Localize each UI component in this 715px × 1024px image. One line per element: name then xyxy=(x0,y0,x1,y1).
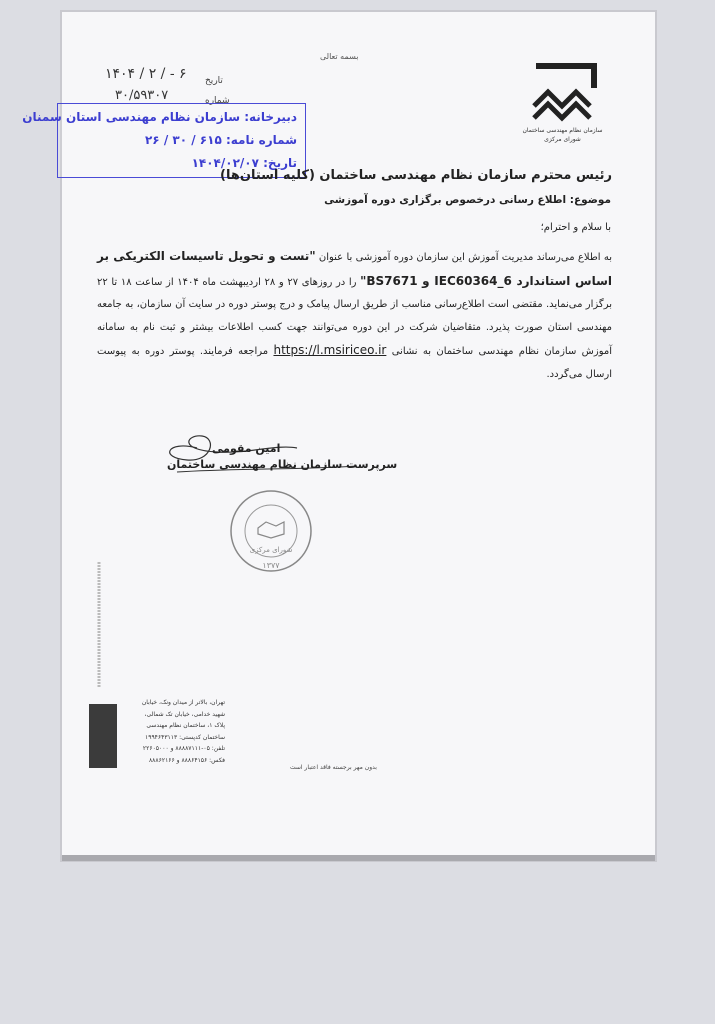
logo-caption-line: سازمان نظام مهندسی ساختمان xyxy=(522,127,603,134)
logo-caption-line: شورای مرکزی xyxy=(544,136,581,143)
course-title: "تست و تحویل تاسیسات الکتریکی بر اساس استاندارد IEC60364_6 و BS7671" xyxy=(97,249,613,288)
stamp-line-date: تاریخ: ۱۴۰۴/۰۲/۰۷ xyxy=(191,156,297,170)
header-top-text: بسمه تعالی xyxy=(320,52,359,61)
letter-subject: موضوع: اطلاع رسانی درخصوص برگزاری دوره آموزشی xyxy=(324,194,611,206)
handwritten-signature xyxy=(157,430,362,480)
address-line: تلفن: ۰۵-۸۸۸۸۷۱۱۱ و ۲۲۶۰۵۰۰۰ xyxy=(142,745,225,752)
page-shadow xyxy=(62,855,655,861)
registry-stamp xyxy=(22,103,306,178)
address-line: فکس: ۸۸۸۶۴۱۵۶ و ۸۸۸۶۲۱۶۶ xyxy=(148,756,225,764)
seal-number: ۱۳۷۷ xyxy=(262,561,280,570)
address-line: پلاک ۱، ساختمان نظام مهندسی xyxy=(146,722,225,729)
training-site-link[interactable]: https://l.msiriceo.ir xyxy=(273,343,387,357)
stamp-line-number: شماره نامه: ۶۱۵ / ۳۰ / ۲۶ xyxy=(144,133,297,147)
number-label: شماره xyxy=(205,96,230,106)
side-margin-text xyxy=(93,560,105,690)
handwritten-date: ۱۴۰۴ / ۲ / - ۶ xyxy=(105,66,187,82)
address-line: شهید خدامی، خیابان تک شمالی، xyxy=(144,710,225,718)
footer-address xyxy=(125,697,225,766)
logo-caption xyxy=(515,126,610,144)
seal-text: شورای مرکزی xyxy=(249,546,293,554)
footer-note: بدون مهر برجسته فاقد اعتبار است xyxy=(290,764,377,771)
barcode-block xyxy=(89,704,117,768)
official-seal xyxy=(226,486,316,576)
signatory-role: سرپرست سازمان نظام مهندسی ساختمان xyxy=(167,458,398,471)
organization-logo xyxy=(530,62,600,122)
letter-recipient: رئیس محترم سازمان نظام مهندسی ساختمان (کلیه استان‌ها) xyxy=(220,168,612,183)
address-line: ساختمان کدپستی: ۱۹۹۴۶۴۳۱۱۳ xyxy=(145,733,225,741)
address-line: تهران، بالاتر از میدان ونک، خیابان xyxy=(141,699,225,706)
signatory-name: امین مقومی xyxy=(212,442,281,455)
date-label: تاریخ xyxy=(205,76,223,86)
letter-body xyxy=(97,245,612,386)
body-text: را در روزهای ۲۷ و ۲۸ اردیبهشت ماه ۱۴۰۴ از ساعت ۱۸ تا ۲۲ برگزار می‌نماید. مقتضی است اطلاع‌رسانی مناسب از طریق ارسال پیامک و درج پوستر دوره در سایت آن سازمان، به جامعه مهندسی استان صورت پذیرد. متقاضیان شرکت در این دوره می‌توانند جهت کسب اطلاعات بیشتر و ثبت نام به سامانه آموزش سازمان نظام مهندسی ساختمان به نشانی xyxy=(97,276,613,357)
handwritten-number: ۳۰/۵۹۳۰۷ xyxy=(115,88,169,103)
body-text: به اطلاع می‌رساند مدیریت آموزش این سازمان دوره آموزشی با عنوان xyxy=(315,252,612,263)
letter-greeting: با سلام و احترام؛ xyxy=(540,222,611,233)
body-text: مراجعه فرمایند. پوستر دوره به پیوست ارسال می‌گردد. xyxy=(97,346,612,380)
stamp-line-secretariat: دبیرخانه: سازمان نظام مهندسی استان سمنان xyxy=(22,110,297,124)
